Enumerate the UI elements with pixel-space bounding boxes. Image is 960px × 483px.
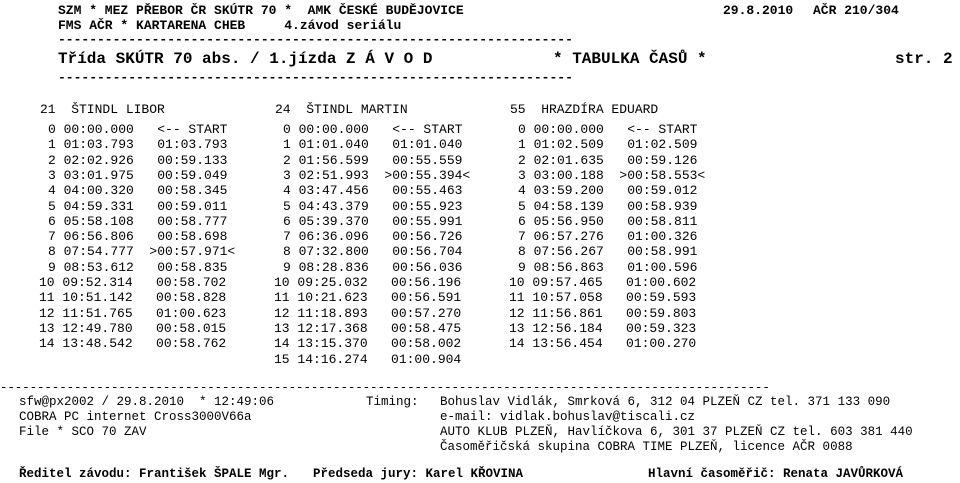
lap-row: 7 06:36.096 00:56.726 bbox=[283, 229, 463, 245]
lap-row: 6 05:39.370 00:55.991 bbox=[283, 213, 463, 229]
lap-row: 12 11:56.861 00:59.803 bbox=[509, 305, 697, 321]
event-date: 29.8.2010 bbox=[723, 3, 794, 18]
jury-chairman: Předseda jury: Karel KŘOVINA bbox=[313, 467, 524, 481]
lap-row: 4 04:00.320 00:58.345 bbox=[48, 183, 228, 199]
lap-row: 9 08:53.612 00:58.835 bbox=[48, 259, 228, 275]
lap-row: 10 09:57.465 01:00.602 bbox=[509, 275, 697, 290]
lap-row: 4 03:47.456 00:55.463 bbox=[283, 183, 463, 199]
lap-row: 12 11:51.765 01:00.623 bbox=[39, 305, 227, 321]
title-rule: ------------------------------------------------------------------ bbox=[58, 70, 573, 85]
lap-row: 1 01:03.793 01:03.793 bbox=[48, 137, 228, 153]
lap-row: 4 03:59.200 00:59.012 bbox=[518, 183, 698, 199]
timing-email: e-mail: vidlak.bohuslav@tiscali.cz bbox=[440, 410, 696, 424]
lap-row: 8 07:54.777 >00:57.971< bbox=[48, 244, 236, 260]
lap-row: 5 04:43.379 00:55.923 bbox=[283, 198, 463, 214]
lap-row: 0 00:00.000 <-- START bbox=[283, 122, 463, 137]
timing-label: Timing: bbox=[366, 395, 419, 409]
race-director: Ředitel závodu: František ŠPALE Mgr. bbox=[19, 467, 290, 481]
lap-row: 14 13:15.370 00:58.002 bbox=[274, 336, 462, 352]
file-info: File * SCO 70 ZAV bbox=[19, 425, 147, 439]
lap-row: 13 12:56.184 00:59.323 bbox=[509, 320, 697, 336]
lap-row: 5 04:58.139 00:58.939 bbox=[518, 198, 698, 214]
lap-row: 8 07:56.267 00:58.991 bbox=[518, 244, 698, 260]
lap-row: 2 01:56.599 00:55.559 bbox=[283, 152, 463, 168]
rider-heading: 21 ŠTINDL LIBOR bbox=[40, 102, 165, 117]
lap-row: 9 08:56.863 01:00.596 bbox=[518, 259, 698, 275]
timekeeping-group: Časoměřičská skupina COBRA TIME PLZEŇ, licence AČR 0088 bbox=[440, 440, 853, 454]
timing-contact: Bohuslav Vidlák, Smrková 6, 312 04 PLZEŇ CZ tel. 371 133 090 bbox=[440, 395, 891, 409]
footer-rule: -------------------------------------------------------------------------------------------------------- bbox=[0, 381, 770, 395]
lap-row: 7 06:56.806 00:58.698 bbox=[48, 229, 228, 245]
lap-row: 6 05:58.108 00:58.777 bbox=[48, 213, 228, 229]
header-rule: ------------------------------------------------------------------ bbox=[58, 32, 573, 47]
class-title: Třída SKÚTR 70 abs. / 1.jízda Z Á V O D bbox=[58, 50, 433, 68]
lap-row: 3 02:51.993 >00:55.394< bbox=[283, 167, 471, 183]
lap-row: 11 10:21.623 00:56.591 bbox=[274, 290, 462, 306]
table-title: * TABULKA ČASŮ * bbox=[553, 50, 707, 68]
chief-timekeeper: Hlavní časoměřič: Renata JAVŮRKOVÁ bbox=[648, 467, 904, 481]
lap-row: 10 09:25.032 00:56.196 bbox=[274, 275, 462, 290]
lap-row: 9 08:28.836 00:56.036 bbox=[283, 259, 463, 275]
lap-row: 10 09:52.314 00:58.702 bbox=[39, 275, 227, 290]
lap-row: 3 03:00.188 >00:58.553< bbox=[518, 167, 706, 183]
lap-row: 11 10:57.058 00:59.593 bbox=[509, 290, 697, 306]
lap-row: 5 04:59.331 00:59.011 bbox=[48, 198, 228, 214]
page-number: str. 2 bbox=[895, 50, 953, 68]
lap-row: 13 12:17.368 00:58.475 bbox=[274, 320, 462, 336]
event-reference: AČR 210/304 bbox=[813, 3, 899, 18]
software-version: COBRA PC internet Cross3000V66a bbox=[19, 410, 252, 424]
lap-row: 2 02:02.926 00:59.133 bbox=[48, 152, 228, 168]
lap-row: 11 10:51.142 00:58.828 bbox=[39, 290, 227, 306]
lap-row: 1 01:02.509 01:02.509 bbox=[518, 137, 698, 153]
rider-heading: 55 HRAZDÍRA EDUARD bbox=[510, 102, 659, 117]
lap-row: 0 00:00.000 <-- START bbox=[518, 122, 698, 137]
lap-row: 14 13:56.454 01:00.270 bbox=[509, 336, 697, 352]
lap-row: 2 02:01.635 00:59.126 bbox=[518, 152, 698, 168]
event-title: SZM * MEZ PŘEBOR ČR SKÚTR 70 * AMK ČESKÉ BUDĚJOVICE bbox=[58, 3, 464, 18]
lap-row: 0 00:00.000 <-- START bbox=[48, 122, 228, 137]
lap-row: 7 06:57.276 01:00.326 bbox=[518, 229, 698, 245]
lap-row: 12 11:18.893 00:57.270 bbox=[274, 305, 462, 321]
club-address: AUTO KLUB PLZEŇ, Havlíčkova 6, 301 37 PLZEŇ CZ tel. 603 381 440 bbox=[440, 425, 913, 439]
lap-row: 15 14:16.274 01:00.904 bbox=[274, 351, 462, 367]
lap-row: 8 07:32.800 00:56.704 bbox=[283, 244, 463, 260]
rider-heading: 24 ŠTINDL MARTIN bbox=[275, 102, 408, 117]
software-info: sfw@px2002 / 29.8.2010 * 12:49:06 bbox=[19, 395, 275, 409]
lap-row: 3 03:01.975 00:59.049 bbox=[48, 167, 228, 183]
lap-row: 1 01:01.040 01:01.040 bbox=[283, 137, 463, 153]
lap-row: 6 05:56.950 00:58.811 bbox=[518, 213, 698, 229]
organizer-line: FMS AČR * KARTARENA CHEB 4.závod seriálu bbox=[58, 18, 402, 33]
lap-row: 13 12:49.780 00:58.015 bbox=[39, 320, 227, 336]
lap-row: 14 13:48.542 00:58.762 bbox=[39, 336, 227, 352]
